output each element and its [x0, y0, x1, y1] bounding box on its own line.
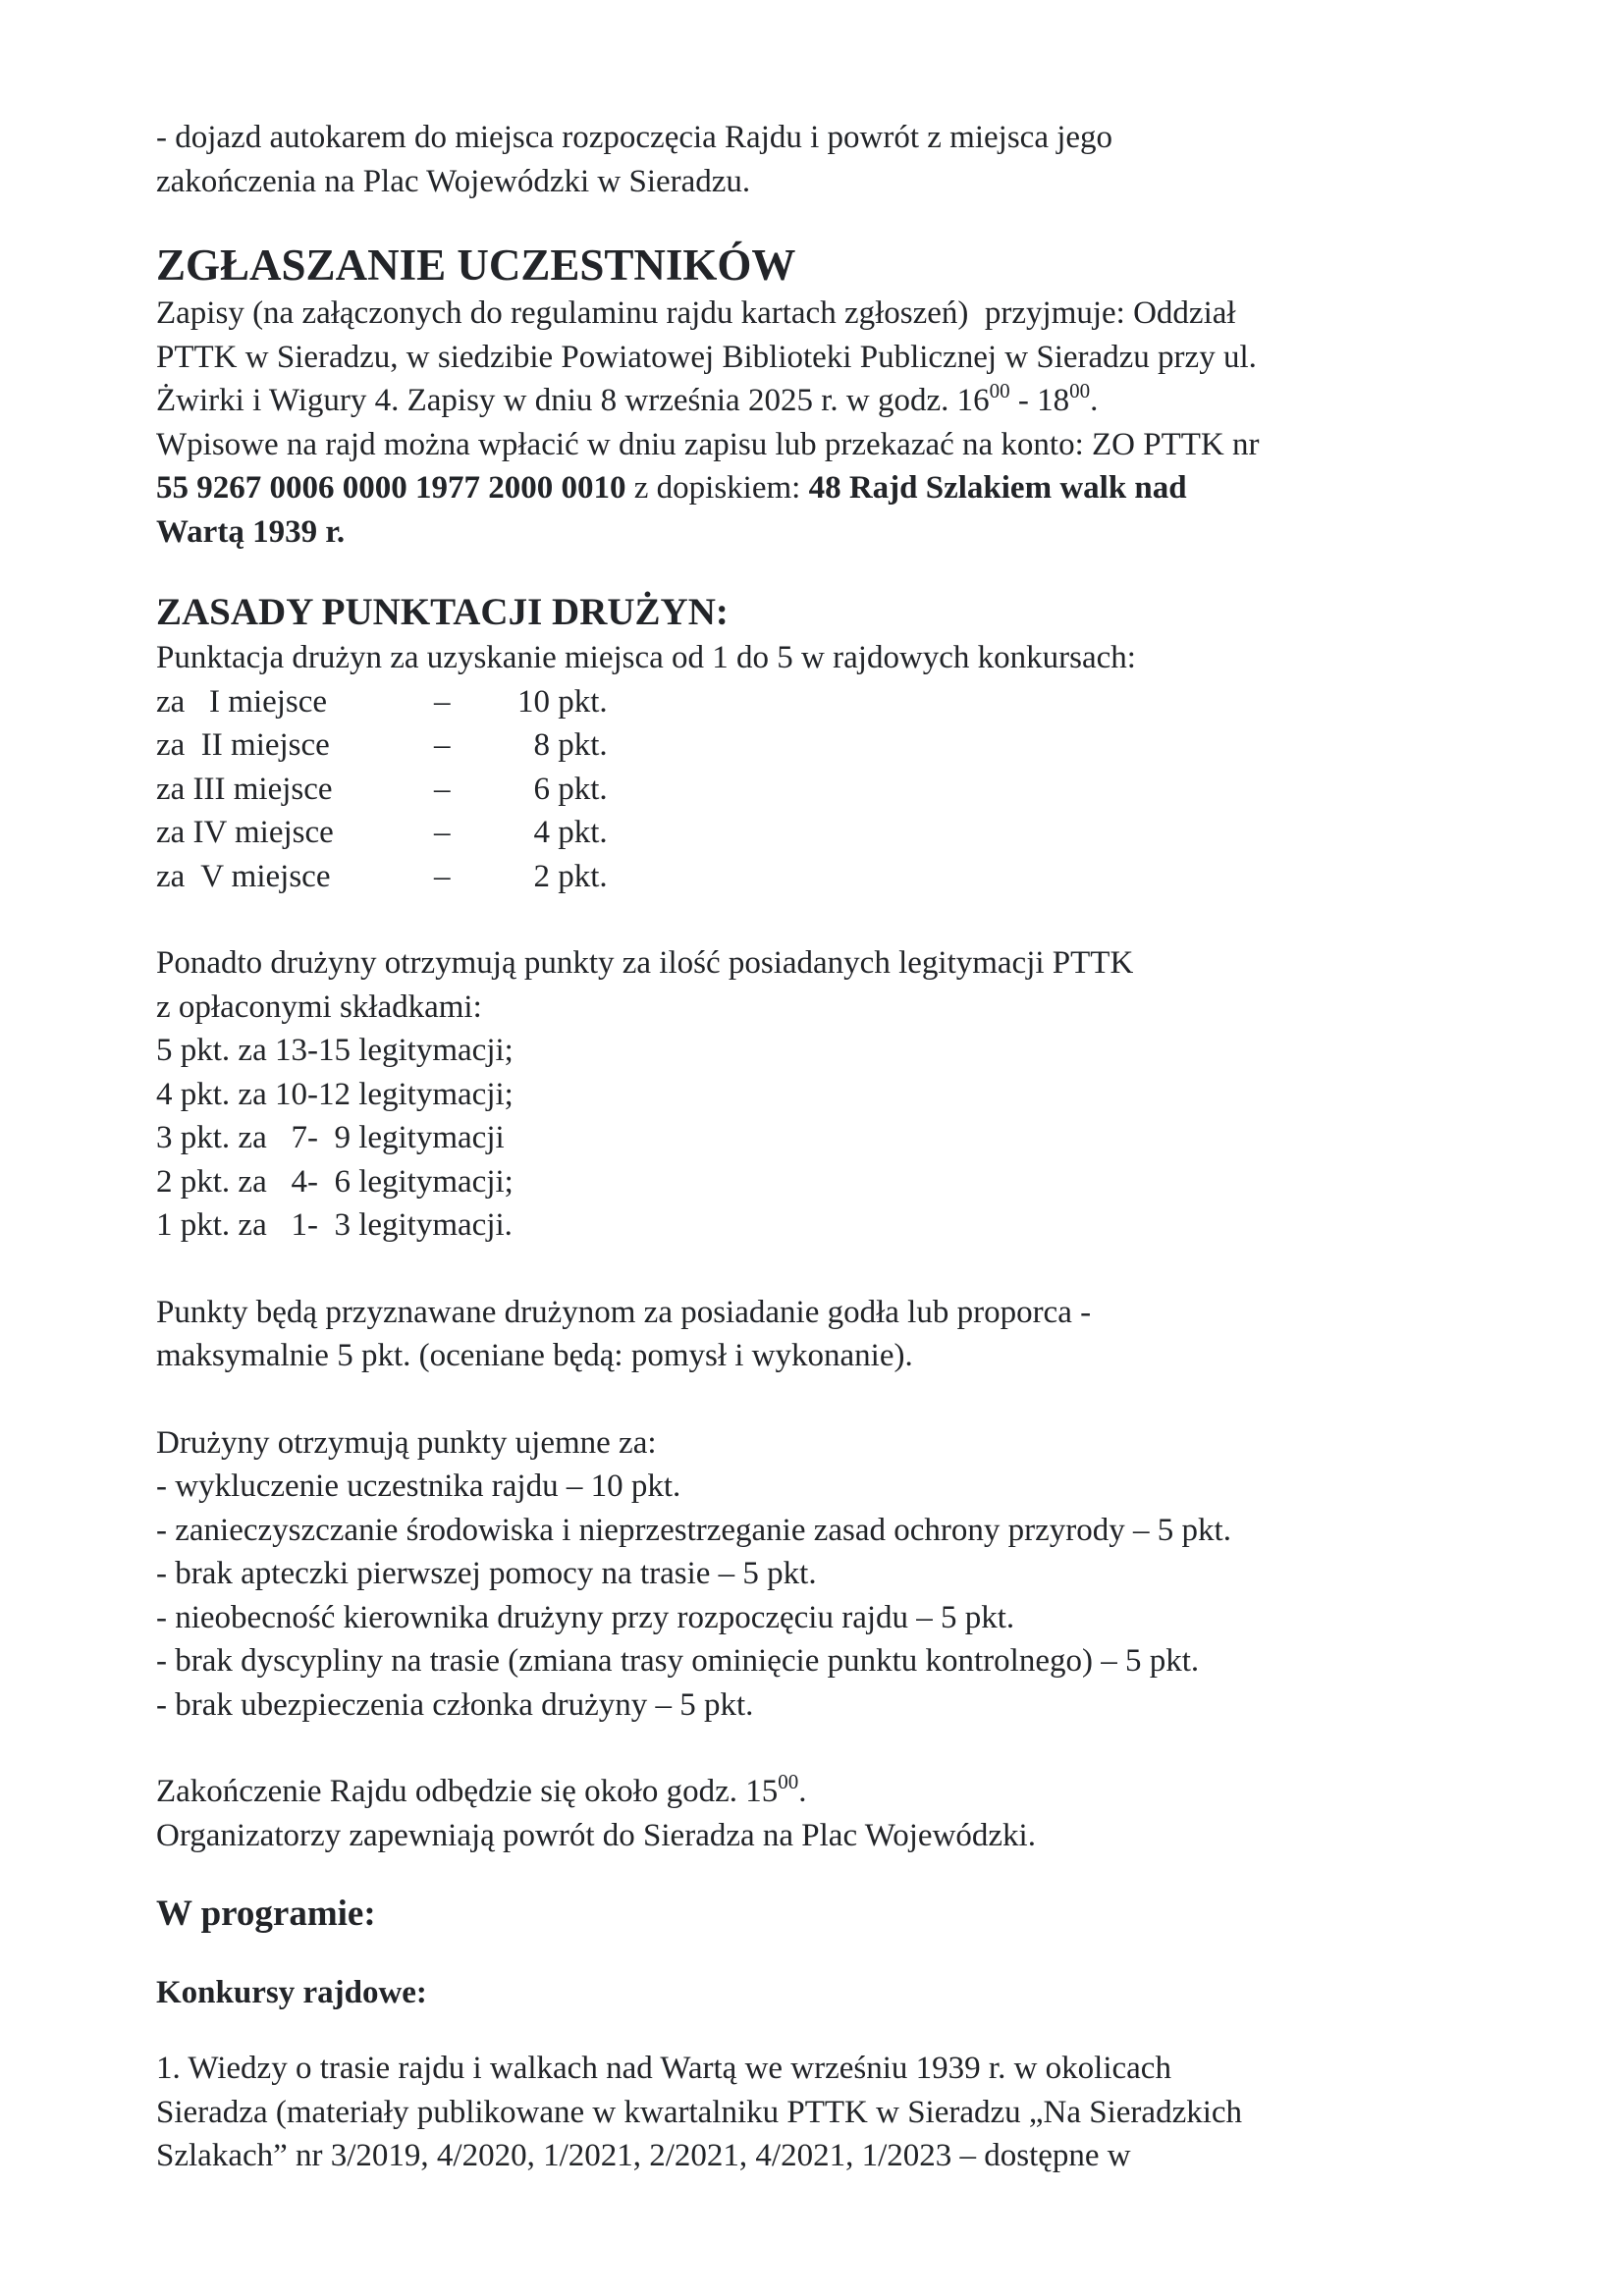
- account-number: 55 9267 0006 0000 1977 2000 0010: [156, 470, 626, 506]
- scoring-heading: ZASADY PUNKTACJI DRUŻYN:: [156, 591, 729, 633]
- registration-date-text: .: [1090, 383, 1099, 418]
- place-points: 8: [533, 727, 550, 763]
- end-time-text: .: [798, 1774, 807, 1809]
- scoring-intro: Punktacja drużyn za uzyskanie miejsca od 1 do 5 w rajdowych konkursach:: [156, 640, 1136, 675]
- account-note-label: z dopiskiem:: [625, 470, 809, 506]
- places-list: [156, 680, 1511, 899]
- place-unit: pkt.: [550, 727, 608, 763]
- return-line: Organizatorzy zapewniają powrót do Sieradza na Plac Wojewódzki.: [156, 1817, 1036, 1853]
- place-label: za V miejsce: [156, 858, 331, 894]
- end-time-line: [156, 1770, 1511, 1814]
- spacer: [156, 1727, 1511, 1770]
- place-dash: –: [434, 683, 451, 720]
- place-unit: pkt.: [550, 858, 608, 894]
- penalty-item: - wykluczenie uczestnika rajdu – 10 pkt.: [156, 1468, 681, 1504]
- contest-line: Sieradza (materiały publikowane w kwartalniku PTTK w Sieradzu „Na Sieradzkich: [156, 2094, 1243, 2130]
- program-heading: W programie:: [156, 1894, 376, 1934]
- account-note: 48 Rajd Szlakiem walk nad: [808, 470, 1187, 506]
- place-points: 10: [517, 683, 550, 720]
- place-unit: pkt.: [550, 815, 608, 850]
- document-page: [156, 116, 1511, 2178]
- fee-line: Wpisowe na rajd można wpłacić w dniu zapisu lub przekazać na konto: ZO PTTK nr: [156, 426, 1260, 462]
- penalty-item: - brak apteczki pierwszej pomocy na trasie – 5 pkt.: [156, 1556, 817, 1591]
- place-row: [156, 811, 1511, 855]
- scoring-section: [156, 589, 1511, 1727]
- penalties-intro: Drużyny otrzymują punkty ujemne za:: [156, 1424, 657, 1461]
- penalty-item: - nieobecność kierownika drużyny przy rozpoczęciu rajdu – 5 pkt.: [156, 1599, 1015, 1635]
- place-unit: pkt.: [550, 683, 608, 720]
- place-row: [156, 855, 1511, 899]
- place-points: 6: [533, 771, 550, 807]
- registration-line: Zapisy (na załączonych do regulaminu rajdu kartach zgłoszeń) przyjmuje: Oddział: [156, 295, 1236, 331]
- place-unit: pkt.: [550, 771, 608, 807]
- penalty-item: - zanieczyszczanie środowiska i nieprzestrzeganie zasad ochrony przyrody – 5 pkt.: [156, 1512, 1231, 1548]
- place-row: [156, 680, 1511, 724]
- transport-section: [156, 116, 1511, 203]
- registration-date-text: - 18: [1009, 383, 1070, 418]
- membership-item: 3 pkt. za 7- 9 legitymacji: [156, 1120, 505, 1155]
- membership-item: 1 pkt. za 1- 3 legitymacji.: [156, 1207, 513, 1243]
- place-row: [156, 723, 1511, 768]
- time-superscript: 00: [778, 1770, 799, 1793]
- spacer: [156, 898, 1511, 941]
- place-points: 2: [533, 858, 550, 894]
- membership-item: 5 pkt. za 13-15 legitymacji;: [156, 1033, 514, 1068]
- membership-intro: Ponadto drużyny otrzymują punkty za ilość posiadanych legitymacji PTTK: [156, 945, 1134, 981]
- contests-heading: Konkursy rajdowe:: [156, 1975, 427, 2010]
- time-superscript: 00: [1069, 379, 1091, 402]
- account-line: [156, 466, 1511, 510]
- spacer: [156, 1248, 1511, 1291]
- membership-intro: z opłaconymi składkami:: [156, 988, 482, 1025]
- membership-item: 4 pkt. za 10-12 legitymacji;: [156, 1076, 514, 1112]
- registration-line: PTTK w Sieradzu, w siedzibie Powiatowej Biblioteki Publicznej w Sieradzu przy ul.: [156, 339, 1257, 375]
- end-time-text: Zakończenie Rajdu odbędzie się około godz. 15: [156, 1774, 779, 1809]
- place-label: za I miejsce: [156, 683, 328, 720]
- emblem-line: Punkty będą przyznawane drużynom za posiadanie godła lub proporca -: [156, 1294, 1092, 1330]
- place-row: [156, 768, 1511, 812]
- registration-date-text: Żwirki i Wigury 4. Zapisy w dniu 8 września 2025 r. w godz. 16: [156, 383, 990, 418]
- transport-line: zakończenia na Plac Wojewódzki w Sieradzu.: [156, 163, 751, 199]
- time-superscript: 00: [989, 379, 1010, 402]
- program-section: [156, 1891, 1511, 2178]
- penalty-item: - brak dyscypliny na trasie (zmiana trasy ominięcie punktu kontrolnego) – 5 pkt.: [156, 1643, 1200, 1679]
- place-label: za II miejsce: [156, 727, 330, 763]
- place-dash: –: [434, 727, 451, 763]
- spacer: [156, 1378, 1511, 1421]
- account-note: Wartą 1939 r.: [156, 513, 346, 550]
- closing-section: [156, 1727, 1511, 1857]
- contest-line: Szlakach” nr 3/2019, 4/2020, 1/2021, 2/2021, 4/2021, 1/2023 – dostępne w: [156, 2138, 1131, 2173]
- contest-line: 1. Wiedzy o trasie rajdu i walkach nad Wartą we wrześniu 1939 r. w okolicach: [156, 2051, 1171, 2086]
- place-points: 4: [533, 815, 550, 850]
- place-dash: –: [434, 815, 451, 850]
- registration-heading: ZGŁASZANIE UCZESTNIKÓW: [156, 240, 796, 290]
- registration-section: [156, 239, 1511, 554]
- account-line: [156, 510, 1511, 555]
- penalty-item: - brak ubezpieczenia członka drużyny – 5 pkt.: [156, 1686, 754, 1723]
- registration-date-line: [156, 379, 1511, 423]
- transport-line: - dojazd autokarem do miejsca rozpoczęcia Rajdu i powrót z miejsca jego: [156, 120, 1113, 155]
- emblem-line: maksymalnie 5 pkt. (oceniane będą: pomysł i wykonanie).: [156, 1338, 913, 1373]
- membership-item: 2 pkt. za 4- 6 legitymacji;: [156, 1163, 514, 1200]
- place-label: za III miejsce: [156, 771, 333, 807]
- place-label: za IV miejsce: [156, 815, 334, 850]
- place-dash: –: [434, 858, 451, 894]
- place-dash: –: [434, 771, 451, 807]
